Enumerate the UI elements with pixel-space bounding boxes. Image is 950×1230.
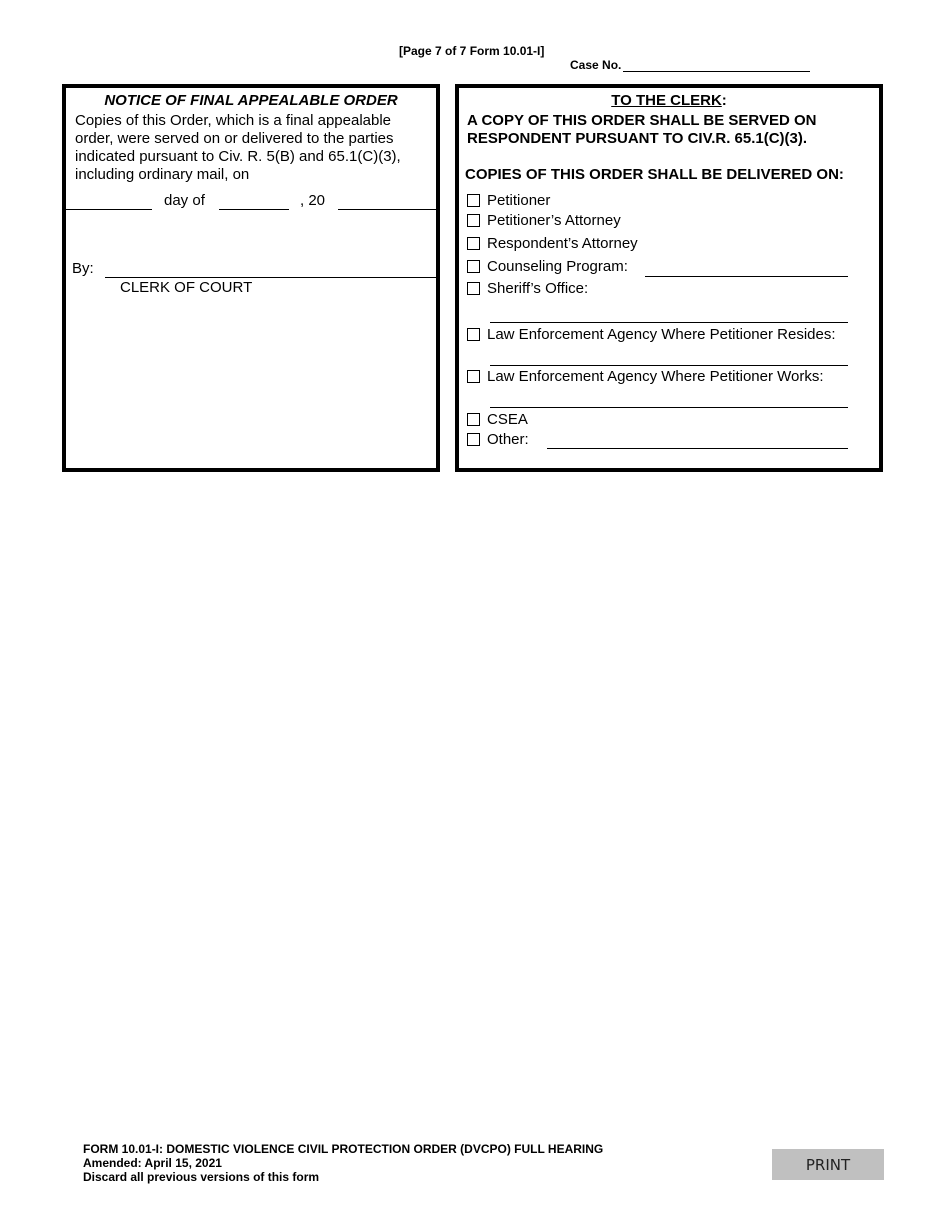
sheriff-office-field[interactable]: [490, 322, 848, 323]
checkbox[interactable]: [467, 260, 480, 273]
served-notice: A COPY OF THIS ORDER SHALL BE SERVED ON RESPONDENT PURSUANT TO CIV.R. 65.1(C)(3).: [467, 112, 817, 147]
option-sheriff-office[interactable]: [467, 280, 588, 297]
notice-box: [62, 84, 440, 472]
page-label: [Page 7 of 7 Form 10.01-I]: [399, 44, 545, 58]
option-other[interactable]: [467, 431, 529, 448]
option-le-resides[interactable]: [467, 326, 836, 343]
clerk-box: [455, 84, 883, 472]
clerk-title: [459, 92, 879, 109]
year-field[interactable]: [338, 209, 436, 210]
discard-notice: Discard all previous versions of this form: [83, 1170, 320, 1184]
clerk-of-court-label: CLERK OF COURT: [120, 279, 253, 296]
case-number-field[interactable]: [623, 71, 810, 72]
clerk-title-colon: :: [721, 92, 727, 109]
year-prefix-label: , 20: [300, 192, 326, 209]
checkbox[interactable]: [467, 433, 480, 446]
option-label: Petitioner’s Attorney: [487, 212, 621, 229]
day-field[interactable]: [66, 209, 152, 210]
option-label: Other:: [487, 431, 529, 448]
delivered-heading: COPIES OF THIS ORDER SHALL BE DELIVERED ON:: [465, 166, 844, 183]
case-number-label: Case No.: [570, 58, 622, 72]
checkbox[interactable]: [467, 214, 480, 227]
by-label: By:: [72, 260, 94, 277]
clerk-title-text: TO THE CLERK: [611, 92, 722, 109]
option-label: Law Enforcement Agency Where Petitioner Works:: [487, 368, 824, 385]
option-petitioner-attorney[interactable]: [467, 212, 621, 229]
option-label: CSEA: [487, 411, 528, 428]
checkbox[interactable]: [467, 328, 480, 341]
checkbox[interactable]: [467, 370, 480, 383]
option-petitioner[interactable]: [467, 192, 550, 209]
checkbox[interactable]: [467, 413, 480, 426]
option-label: Respondent’s Attorney: [487, 235, 638, 252]
option-label: Law Enforcement Agency Where Petitioner Resides:: [487, 326, 836, 343]
amended-date: Amended: April 15, 2021: [83, 1156, 222, 1170]
option-respondent-attorney[interactable]: [467, 235, 638, 252]
counseling-program-field[interactable]: [645, 276, 848, 277]
day-of-label: day of: [164, 192, 205, 209]
option-label: Petitioner: [487, 192, 551, 209]
le-works-field[interactable]: [490, 407, 848, 408]
checkbox[interactable]: [467, 237, 480, 250]
option-label: Counseling Program:: [487, 258, 628, 275]
form-id: FORM 10.01-I: DOMESTIC VIOLENCE CIVIL PROTECTION ORDER (DVCPO) FULL HEARING: [83, 1142, 604, 1156]
checkbox[interactable]: [467, 194, 480, 207]
notice-body: Copies of this Order, which is a final appealable order, were served on or delivered to the parties indicated pursuant to Civ. R. 5(B) and 65.1(C)(3), including ordinary mail, on: [75, 112, 401, 183]
clerk-signature-field[interactable]: [105, 277, 436, 278]
le-resides-field[interactable]: [490, 365, 848, 366]
other-field[interactable]: [547, 448, 848, 449]
option-le-works[interactable]: [467, 368, 824, 385]
print-button[interactable]: PRINT: [772, 1149, 884, 1180]
checkbox[interactable]: [467, 282, 480, 295]
option-csea[interactable]: [467, 411, 528, 428]
month-field[interactable]: [219, 209, 289, 210]
option-label: Sheriff’s Office:: [487, 280, 589, 297]
notice-title: NOTICE OF FINAL APPEALABLE ORDER: [104, 92, 398, 109]
option-counseling-program[interactable]: [467, 258, 628, 275]
form-footer: [83, 1142, 603, 1184]
